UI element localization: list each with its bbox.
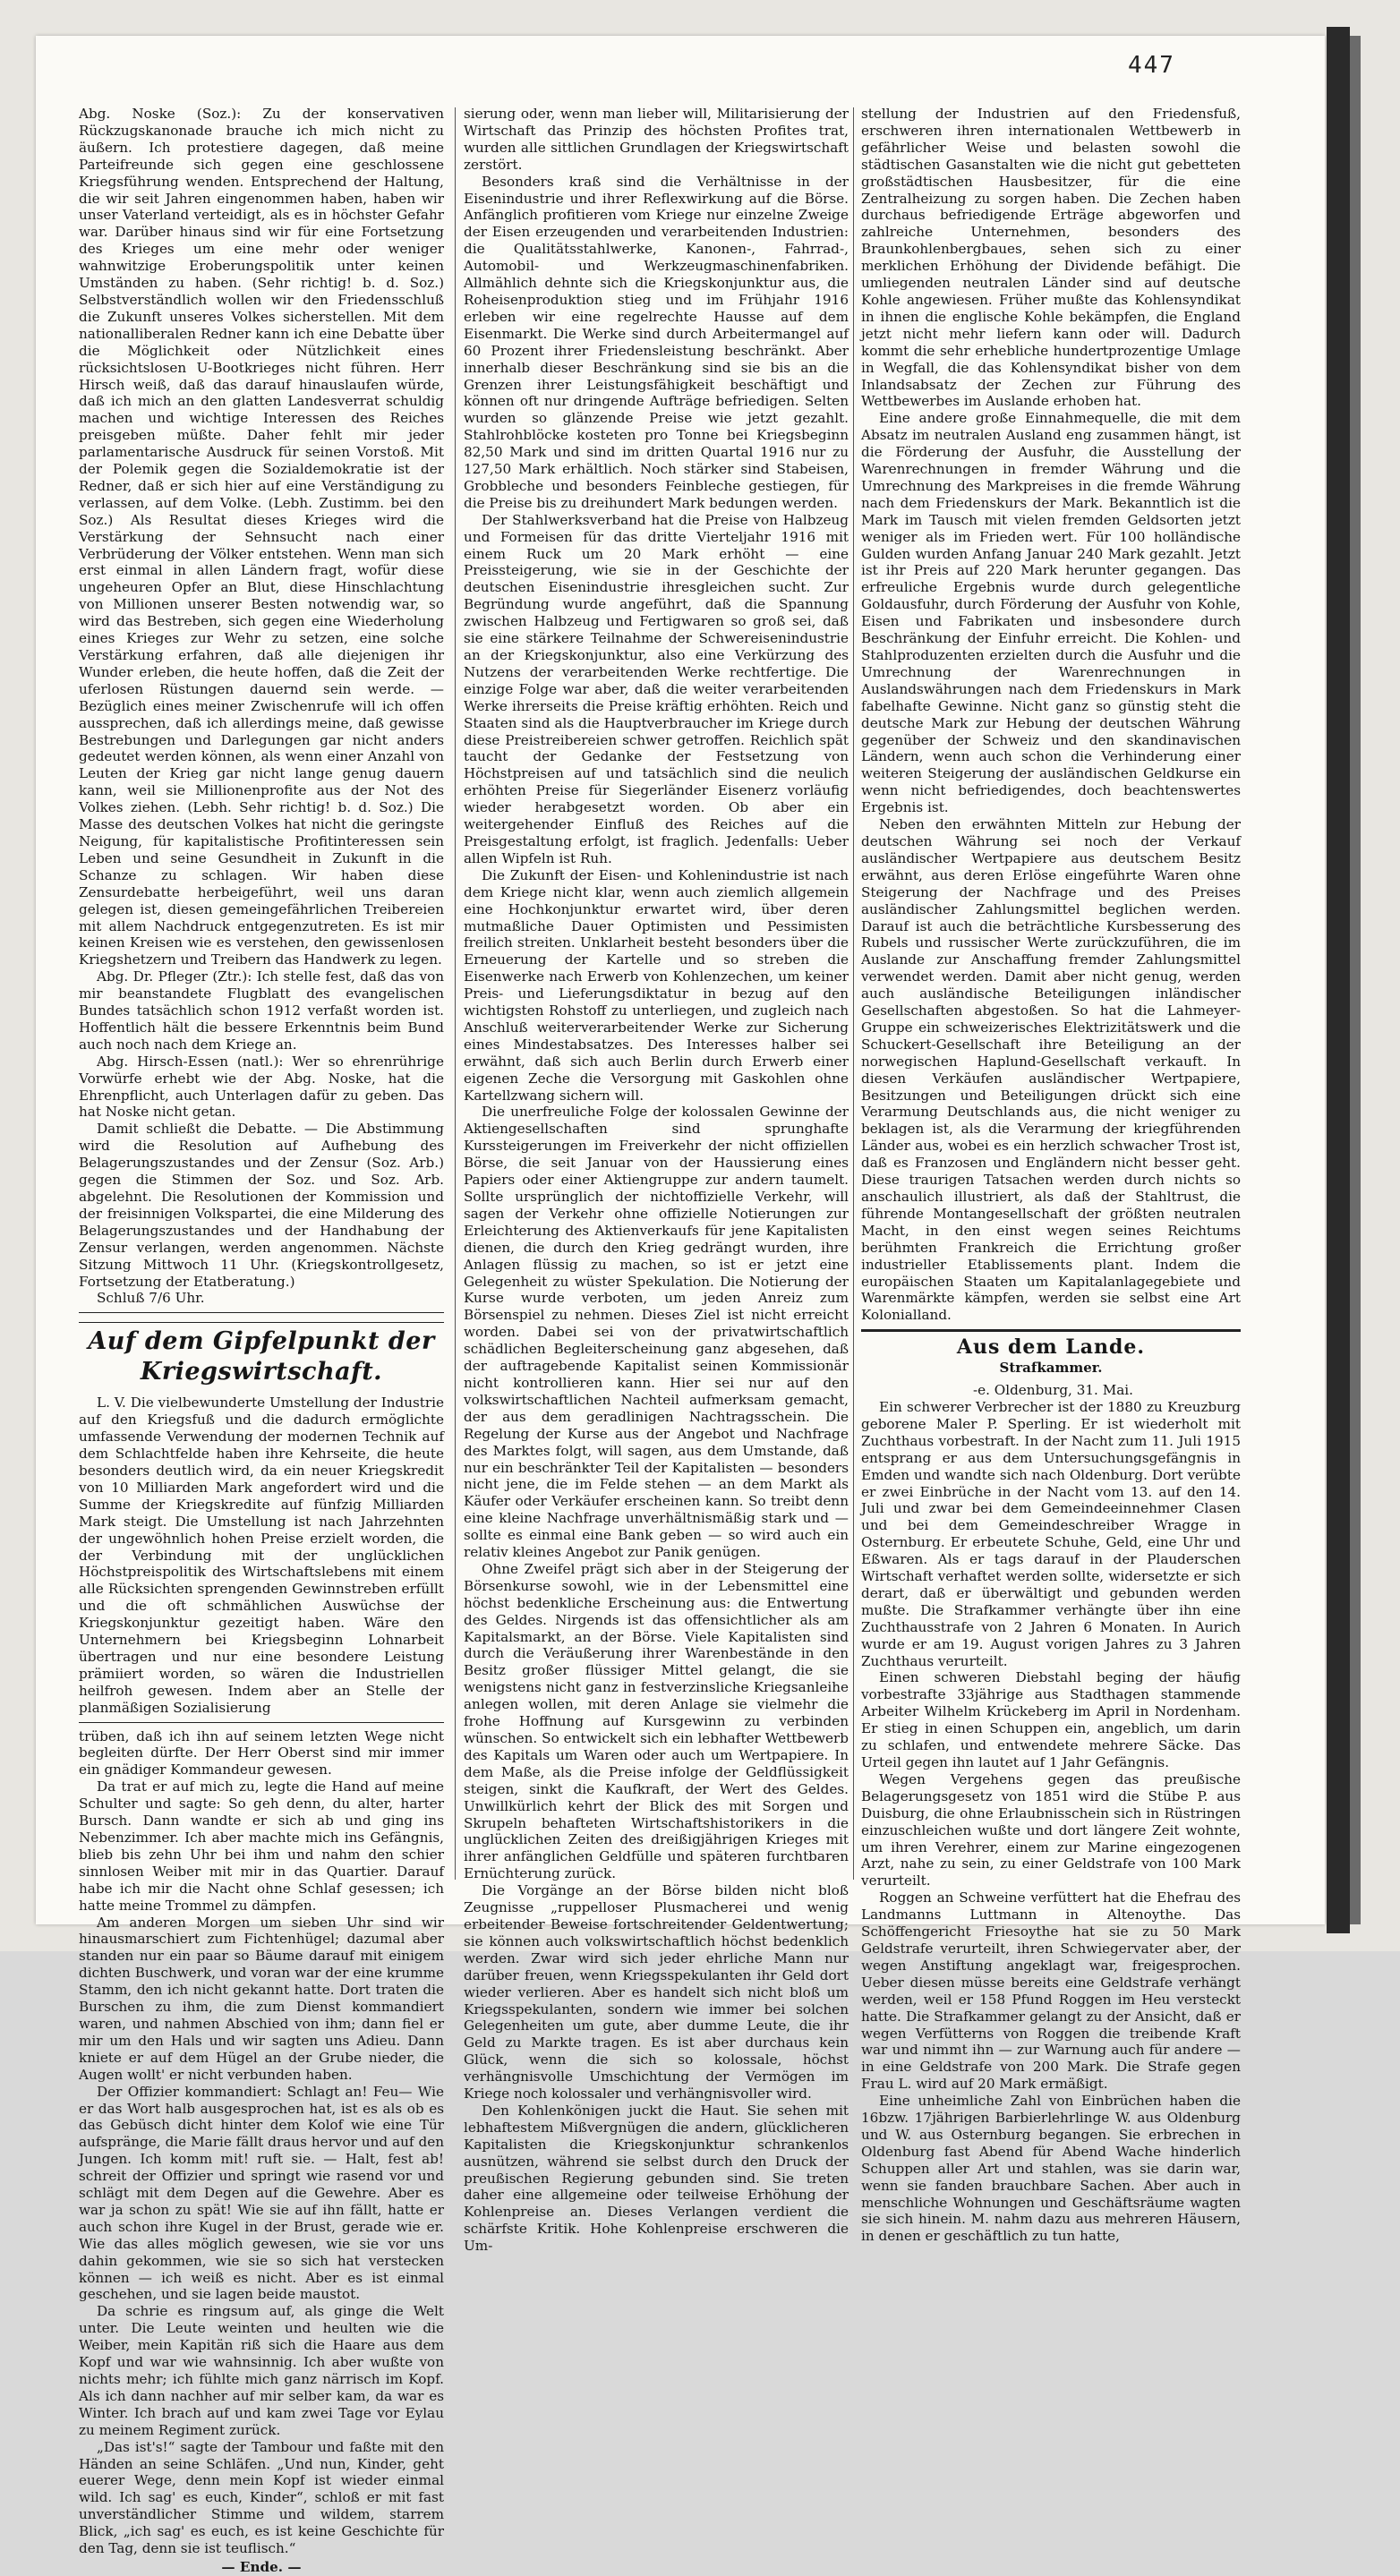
paragraph: Damit schließt die Debatte. — Die Abstimmung wird die Resolution auf Aufhebung des Belagerungszustandes und der Zensur (Soz. Arb.) gegen die Stimmen der Soz. und Soz. Arb. abgelehnt. Die Resolutionen der Kommission und der freisinnigen Volkspartei, die eine Milderung des Belagerungszustandes und der Handhabung der Zensur verlangen, werden angenommen. Nächste Sitzung Mittwoch 11 Uhr. (Kriegskontrollgesetz, Fortsetzung der Etatberatung.) [79,1121,444,1290]
paragraph: Ein schwerer Verbrecher ist der 1880 zu Kreuzburg geborene Maler P. Sperling. Er ist wiederholt mit Zuchthaus vorbestraft. In der Nacht zum 11. Juli 1915 entsprang er aus dem Untersuchungsgefängnis in Emden und wandte sich nach Oldenburg. Dort verübte er zwei Einbrüche in der Nacht vom 13. auf den 14. Juli und zwar bei dem Gemeindeeinnehmer Clasen und bei dem Gemeindeschreiber Wragge in Osternburg. Er erbeutete Schuhe, Geld, eine Uhr und Eßwaren. Als er tags darauf in der Plauderschen Wirtschaft verhaftet werden sollte, widersetzte er sich derart, daß er überwältigt und gebunden werden mußte. Die Strafkammer verhängte über ihn eine Zuchthausstrafe von 2 Jahren 6 Monaten. In Aurich wurde er am 19. August vorigen Jahres zu 3 Jahren Zuchthaus verurteilt. [861,1398,1241,1669]
paragraph: Besonders kraß sind die Verhältnisse in der Eisenindustrie und ihrer Reflexwirkung auf die Börse. Anfänglich profitieren vom Kriege nur einzelne Zweige der Eisen erzeugenden und verarbeitenden Industrien: die Qualitätsstahlwerke, Kanonen-, Fahrrad-, Automobil- und Werkzeugmaschinenfabriken. Allmählich dehnte sich die Kriegskonjunktur aus, die Roheisenproduktion stieg und im Frühjahr 1916 erleben wir eine regelrechte Hausse auf dem Eisenmarkt. Die Werke sind durch Arbeitermangel auf 60 Prozent ihrer Friedensleistung beschränkt. Aber innerhalb dieser Beschränkung sind sie bis an die Grenzen ihrer Leistungsfähigkeit beschäftigt und können oft nur dringende Aufträge befriedigen. Selten wurden so glänzende Preise wie jetzt gezahlt. Stahlrohblöcke kosteten pro Tonne bei Kriegsbeginn 82,50 Mark und sind im dritten Quartal 1916 nur zu 127,50 Mark erhältlich. Noch stärker sind Stabeisen, Grobbleche und besonders Feinbleche gestiegen, für die Preise bis zu dreihundert Mark bedungen werden. [464,173,849,511]
rule [861,1329,1241,1332]
paragraph: Den Kohlenkönigen juckt die Haut. Sie sehen mit lebhaftestem Mißvergnügen die andern, glücklicheren Kapitalisten die Kriegskonjunktur schrankenlos ausnützen, während sie selbst durch den Druck der preußischen Regierung gebunden sind. Sie treten daher eine allgemeine oder teilweise Erhöhung der Kohlenpreise an. Dieses Verlangen verdient die schärfste Kritik. Hohe Kohlenpreise erschweren die Um- [464,2102,849,2255]
paragraph: Der Offizier kommandiert: Schlagt an! Feu— Wie er das Wort halb ausgesprochen hat, ist es als ob es das Gebüsch dicht hinter dem Kolof wie eine Tür aufspränge, die Marie fällt draus hervor und auf den Jungen. Ich komm mit! ruft sie. — Halt, fest ab! schreit der Offizier und springt wie rasend vor und schlägt mit dem Degen auf die Gewehre. Aber es war ja schon zu spät! Wie sie auf ihn fällt, hatte er auch schon ihre Kugel in der Brust, gerade wie er. Wie das alles möglich gewesen, wie sie vor uns dahin gekommen, wie sie so sich hat verstecken können — ich weiß es nicht. Aber es ist einmal geschehen, und sie lagen beide maustot. [79,2083,444,2303]
binding-spine [1327,27,1350,1933]
paragraph: trüben, daß ich ihn auf seinem letzten Wege nicht begleiten dürfte. Der Herr Oberst sind mir immer ein gnädiger Kommandeur gewesen. [79,1727,444,1778]
paragraph: L. V. Die vielbewunderte Umstellung der Industrie auf den Kriegsfuß und die dadurch ermöglichte umfassende Verwendung der modernen Technik auf dem Schlachtfelde haben ihre Kehrseite, die heute besonders deutlich wird, da ein neuer Kriegskredit von 10 Milliarden Mark angefordert wird und die Summe der Kriegskredite auf fünfzig Milliarden Mark steigt. Die Umstellung ist nach Jahrzehnten der ungewöhnlich hohen Preise erzielt worden, die der Verbindung mit der unglücklichen Höchstpreispolitik des Wirtschaftslebens mit einem alle Rücksichten sprengenden Gewinnstreben erfüllt und die oft schmählichen Auswüchse der Kriegskonjunktur gezeitigt haben. Wäre den Unternehmern bei Kriegsbeginn Lohnarbeit übertragen und nur eine besondere Leistung prämiiert worden, so wären die Industriellen heilfroh gewesen. Indem aber an Stelle der planmäßigen Sozialisierung [79,1395,444,1716]
binding-edge [1350,36,1361,1924]
paragraph: Abg. Noske (Soz.): Zu der konservativen Rückzugskanonade brauche ich mich nicht zu äußern. Ich protestiere dagegen, daß meine Parteifreunde sich gegen eine geschlossene Kriegsführung wenden. Entsprechend der Haltung, die wir seit Jahren eingenommen haben, haben wir unser Vaterland verteidigt, als es in höchster Gefahr war. Darüber hinaus sind wir für eine Fortsetzung des Krieges um eine mehr oder weniger wahnwitzige Eroberungspolitik unter keinen Umständen zu haben. (Sehr richtig! b. d. Soz.) Selbstverständlich wollen wir den Friedensschluß die Zukunft unseres Volkes sicherstellen. Mit dem nationalliberalen Redner kann ich eine Debatte über die Möglichkeit oder Nützlichkeit eines rücksichtslosen U-Bootkrieges nicht führen. Herr Hirsch weiß, daß das darauf hinauslaufen würde, daß ich mich an den glatten Landesverrat schuldig machen und wichtige Interessen des Reiches preisgeben müßte. Daher fehlt mir jeder parlamentarische Ausdruck für seinen Vorstoß. Mit der Polemik gegen die Sozialdemokratie ist der Redner, daß er sich hier auf eine Verständigung zu verlassen, auf dem Volke. (Lebh. Zustimm. bei den Soz.) Als Resultat dieses Krieges wird die Verstärkung der Sehnsucht nach einer Verbrüderung der Völker entstehen. Wenn man sich erst einmal in allen Ländern fragt, wofür diese ungeheuren Opfer an Blut, diese Hinschlachtung von Millionen unserer Besten notwendig war, so wird das Bestreben, sich gegen eine Wiederholung eines Krieges zur Wehr zu setzen, eine solche Verstärkung erfahren, daß alle diejenigen ihr Wunder erleben, die heute hoffen, daß die Zeit der uferlosen Rüstungen dauernd sein werde. — Bezüglich eines meiner Zwischenrufe will ich offen aussprechen, daß ich allerdings meine, daß gewisse Bestrebungen und Darlegungen gar nicht anders gedeutet werden können, als wenn einer Anzahl von Leuten der Krieg gar nicht lange genug dauern kann, weil sie Millionenprofite aus der Not des Volkes ziehen. (Lebh. Sehr richtig! b. d. Soz.) Die Masse des deutschen Volkes hat nicht die geringste Neigung, für kapitalistische Profitinteressen sein Leben und seine Gesundheit in Zukunft in die Schanze zu schlagen. Wir haben diese Zensurdebatte herbeigeführt, weil uns daran gelegen ist, diesen gemeingefährlichen Treibereien mit allem Nachdruck entgegenzutreten. Es ist mir keinen Kreisen wie es verstehen, den gewissenlosen Kriegshetzern und Treibern das Handwerk zu legen. [79,106,444,968]
column-middle [464,106,849,2255]
paragraph: stellung der Industrien auf den Friedensfuß, erschweren ihren internationalen Wettbewerb in gefährlicher Weise und belasten sowohl die städtischen Gasanstalten wie die nicht gut gebetteten großstädtischen Hausbesitzer, für die eine Zentralheizung zu sorgen haben. Die Zechen haben durchaus befriedigende Erträge abgeworfen und zahlreiche Unternehmen, besonders des Braunkohlenbergbaues, sehen sich zu einer merklichen Erhöhung der Dividende befähigt. Die umliegenden neutralen Länder sind auf deutsche Kohle angewiesen. Früher mußte das Kohlensyndikat in ihnen die englische Kohle bekämpfen, die England jetzt nicht mehr liefern kann oder will. Dadurch kommt die sehr erhebliche hundertprozentige Umlage in Wegfall, die das Kohlensyndikat bisher von dem Inlandsabsatz der Zechen zur Führung des Wettbewerbes im Auslande erhoben hat. [861,106,1241,410]
column-right [861,106,1241,2245]
paragraph: Eine andere große Einnahmequelle, die mit dem Absatz im neutralen Ausland eng zusammen hängt, ist die Förderung der Ausfuhr, die Ausstellung der Warenrechnungen in fremder Währung und die Umrechnung des Markpreises in die fremde Währung nach dem Friedenskurs der Mark. Bekanntlich ist die Mark im Tausch mit vielen fremden Geldsorten jetzt weniger als im Frieden wert. Für 100 holländische Gulden wurden Anfang Januar 240 Mark gezahlt. Jetzt ist ihr Preis auf 220 Mark herunter gegangen. Das erfreuliche Ergebnis wurde durch gelegentliche Goldausfuhr, durch Förderung der Ausfuhr von Kohle, Eisen und Fabrikaten und insbesondere durch Beschränkung der Einfuhr erreicht. Die Kohlen- und Stahlproduzenten erzielten durch die Ausfuhr und die Umrechnung der Warenrechnungen in Auslandswährungen nach dem Friedenskurs in Mark fabelhafte Gewinne. Nicht ganz so günstig steht die deutsche Mark zur Hebung der deutschen Währung gegenüber der Schweiz und den skandinavischen Ländern, wenn auch schon die Verhinderung einer weiteren Steigerung der ausländischen Geldkurse ein wenn nicht befriedigendes, doch beachtenswertes Ergebnis ist. [861,410,1241,816]
paragraph: sierung oder, wenn man lieber will, Militarisierung der Wirtschaft das Prinzip des höchsten Profites trat, wurden alle sittlichen Grundlagen der Kriegswirtschaft zerstört. [464,106,849,173]
paragraph: Der Stahlwerksverband hat die Preise von Halbzeug und Formeisen für das dritte Vierteljahr 1916 mit einem Ruck um 20 Mark erhöht — eine Preissteigerung, wie sie in der Geschichte der deutschen Eisenindustrie ihresgleichen sucht. Zur Begründung wurde angeführt, daß die Spannung zwischen Halbzeug und Fertigwaren so groß sei, daß sie eine stärkere Teilnahme der Schwereisenindustrie an der Kriegskonjunktur, also eine Verkürzung des Nutzens der verarbeitenden Werke rechtfertige. Die einzige Folge war aber, daß die weiter verarbeitenden Werke ihrerseits die Preise kräftig erhöhten. Reich und Staaten sind als die Hauptverbraucher im Kriege durch diese Preistreibereien schwer getroffen. Reichlich spät taucht der Gedanke der Festsetzung von Höchstpreisen auf und tatsächlich sind die neulich erhöhten Preise für Siegerländer Eisenerz vorläufig wieder herabgesetzt worden. Ob aber ein weitergehender Einfluß des Reiches auf die Preisgestaltung erfolgt, ist fraglich. Jedenfalls: Ueber allen Wipfeln ist Ruh. [464,511,849,866]
paragraph: „Das ist's!“ sagte der Tambour und faßte mit den Händen an seine Schläfen. „Und nun, Kinder, geht euerer Wege, denn mein Kopf ist wieder einmal wild. Ich sag' es euch, Kinder“, schloß er mit fast unverständlicher Stimme und wildem, starrem Blick, „ich sag' es euch, es ist keine Geschichte für den Tag, denn sie ist teuflisch.“ [79,2438,444,2557]
section-subtitle: Strafkammer. [999,1360,1103,1377]
page-number: 447 [1128,52,1175,79]
rule [79,1722,444,1723]
column-left [79,106,444,2575]
paragraph: Die Zukunft der Eisen- und Kohlenindustrie ist nach dem Kriege nicht klar, wenn auch ziemlich allgemein eine Hochkonjunktur erwartet wird, über deren mutmaßliche Dauer Optimisten und Pessimisten freilich streiten. Unklarheit besteht besonders über die Erneuerung der Kartelle und so streben die Eisenwerke nach Erwerb von Kohlenzechen, um keiner Preis- und Lieferungsdiktatur in bezug auf den wichtigsten Rohstoff zu unterliegen, und zugleich nach Anschluß weiterverarbeitender Werke zur Sicherung eines Mindestabsatzes. Des Interesses halber sei erwähnt, daß sich auch Berlin durch Erwerb einer eigenen Zeche die Versorgung mit Gaskohlen ohne Kartellzwang sichern will. [464,866,849,1104]
paragraph: Ohne Zweifel prägt sich aber in der Steigerung der Börsenkurse sowohl, wie in der Lebensmittel eine höchst bedenkliche Erscheinung aus: die Entwertung des Geldes. Nirgends ist das offensichtlicher als am Kapitalsmarkt, an der Börse. Viele Kapitalisten sind durch die Veräußerung ihrer Warenbestände in den Besitz großer flüssiger Mittel gelangt, die sie wenigstens nicht ganz in festverzinsliche Kriegsanleihe anlegen wollen, mit deren Anlage sie vielmehr die frohe Hoffnung auf Kursgewinn zu verbinden wünschen. So entwickelt sich ein lebhafter Wettbewerb des Kapitals um Waren oder auch um Wertpapiere. In dem Maße, als die Preise infolge der Geldflüssigkeit steigen, sinkt die Kaufkraft, der Wert des Geldes. Unwillkürlich kehrt der Blick des mit Sorgen und Skrupeln behafteten Wirtschaftshistorikers in die unglücklichen Zeiten des dreißigjährigen Krieges mit ihrer anfänglichen Geldfülle und späteren furchtbaren Ernüchterung zurück. [464,1560,849,1882]
story-end-marker: — Ende. — [221,2558,302,2575]
article-headline: Auf dem Gipfelpunkt der Kriegswirtschaft. [79,1322,444,1387]
paragraph: Die unerfreuliche Folge der kolossalen Gewinne der Aktiengesellschaften sind sprunghafte Kurssteigerungen im Freiverkehr der nicht offiziellen Börse, die seit Januar von der Haussierung eines Papiers oder einer Aktiengruppe zur andern taumelt. Sollte ursprünglich der nichtoffizielle Verkehr, will sagen der Verkehr ohne offizielle Notierungen zur Erleichterung des Aktienverkaufs für jene Kapitalisten dienen, die durch den Krieg gedrängt wurden, ihre Anlagen flüssig zu machen, so ist er jetzt eine Gelegenheit zu wüster Spekulation. Die Notierung der Kurse wurde verboten, um jeden Anreiz zum Börsenspiel zu nehmen. Dieses Ziel ist nicht erreicht worden. Dabei sei von der privatwirtschaftlich schädlichen Begleiterscheinung ganz abgesehen, daß der auftragebende Kapitalist seinen Kommissionär nicht kontrollieren kann. Hier sei nur auf den volkswirtschaftlichen Nachteil aufmerksam gemacht, der aus dem geradlinigen Nachtragsschein. Die Regelung der Kurse aus der Angebot und Nachfrage des Marktes folgt, will sagen, aus dem Umstande, daß nur ein beschränkter Teil der Kapitalisten — besonders nicht jene, die im Felde stehen — an dem Markt als Käufer oder Verkäufer erscheinen kann. So treibt denn eine kleine Nachfrage unverhältnismäßig stark und — sollte es einmal eine Bank geben — so wird auch ein relativ kleines Angebot zur Panik genügen. [464,1104,849,1561]
section-title: Aus dem Lande. [956,1335,1146,1360]
paragraph: Eine unheimliche Zahl von Einbrüchen haben die 16bzw. 17jährigen Barbierlehrlinge W. aus Oldenburg und W. aus Osternburg begangen. Sie erbrechen in Oldenburg fast Abend für Abend Wache hinderlich Schuppen aller Art und stahlen, was sie darin war, wenn sie fanden brauchbare Sachen. Aber auch in menschliche Wohnungen und Geschäftsräume wagten sie sich hinein. M. nahm dazu aus mehreren Häusern, in denen er geschäftlich zu tun hatte, [861,2093,1241,2245]
paragraph: Einen schweren Diebstahl beging der häufig vorbestrafte 33jährige aus Stadthagen stammende Arbeiter Wilhelm Krückeberg im April in Nordenham. Er stieg in einen Schuppen ein, angeblich, um darin zu schlafen, und entwendete mehrere Säcke. Das Urteil gegen ihn lautet auf 1 Jahr Gefängnis. [861,1669,1241,1770]
paragraph: Da trat er auf mich zu, legte die Hand auf meine Schulter und sagte: So geh denn, du alter, harter Bursch. Dann wandte er sich ab und ging ins Nebenzimmer. Ich aber machte mich ins Gefängnis, blieb bis zehn Uhr bei ihm und nahm den schier sinnlosen Weiber mit mir in das Quartier. Darauf habe ich mir die Nacht ohne Schlaf gesessen; ich hatte meine Trommel zu dämpfen. [79,1778,444,1914]
column-divider [455,107,456,1880]
paragraph: Schluß 7/6 Uhr. [97,1290,205,1307]
paragraph: Wegen Vergehens gegen das preußische Belagerungsgesetz von 1851 wird die Stübe P. aus Duisburg, die ohne Erlaubnisschein sich in Rüstringen einzuschleichen wußte und dort längere Zeit wohnte, um ihren Verehrer, einem zur Marine eingezogenen Arzt, nahe zu sein, zu einer Geldstrafe von 100 Mark verurteilt. [861,1770,1241,1889]
paragraph: Abg. Dr. Pfleger (Ztr.): Ich stelle fest, daß das von mir beanstandete Flugblatt des evangelischen Bundes tatsächlich schon 1912 verfaßt worden ist. Hoffentlich hält die bessere Erkenntnis beim Bund auch noch nach dem Kriege an. [79,968,444,1053]
rule [79,1312,444,1313]
paragraph: Da schrie es ringsum auf, als ginge die Welt unter. Die Leute weinten und heulten wie die Weiber, mein Kapitän riß sich die Haare aus dem Kopf und war wie wahnsinnig. Ich aber wußte von nichts mehr; ich fühlte mich ganz närrisch im Kopf. Als ich dann nachher auf mir selber kam, da war es Winter. Ich brach auf und kam zwei Tage vor Eylau zu meinem Regiment zurück. [79,2303,444,2438]
dateline: -e. Oldenburg, 31. Mai. [973,1382,1133,1399]
paragraph: Roggen an Schweine verfüttert hat die Ehefrau des Landmanns Luttmann in Altenoythe. Das Schöffengericht Friesoythe hat sie zu 50 Mark Geldstrafe verurteilt, ihren Schwiegervater aber, der wegen Anstiftung angeklagt war, freigesprochen. Ueber diesen müsse bereits eine Geldstrafe verhängt werden, weil er 158 Pfund Roggen im Heu versteckt hatte. Die Strafkammer gelangt zu der Ansicht, daß er wegen Verfütterns von Roggen die treibende Kraft war und nimmt ihn — zur Warnung auch für andere — in eine Geldstrafe von 200 Mark. Die Strafe gegen Frau L. wird auf 20 Mark ermäßigt. [861,1889,1241,2093]
paragraph: Abg. Hirsch-Essen (natl.): Wer so ehrenrührige Vorwürfe erhebt wie der Abg. Noske, hat die Ehrenpflicht, auch Unterlagen dafür zu geben. Das hat Noske nicht getan. [79,1053,444,1121]
paragraph: Neben den erwähnten Mitteln zur Hebung der deutschen Währung sei noch der Verkauf ausländischer Wertpapiere aus deutschem Besitz erwähnt, aus deren Erlöse eingeführte Waren ohne Steigerung der Nachfrage und des Preises ausländischer Zahlungsmittel beglichen werden. Darauf ist auch die beträchtliche Kursbesserung des Rubels und russischer Werte zurückzuführen, die im Auslande zur Anschaffung fremder Zahlungsmittel verwendet werden. Damit aber nicht genug, werden auch ausländische Beteiligungen inländischer Gesellschaften abgestoßen. So hat die Lahmeyer-Gruppe ein schweizerisches Elektrizitätswerk und die Schuckert-Gesellschaft ihre Beteiligung an der norwegischen Haplund-Gesellschaft verkauft. In diesen Verkäufen ausländischer Wertpapiere, Besitzungen und Beteiligungen drückt sich eine Verarmung Deutschlands aus, die nicht weniger zu beklagen ist, als die Verarmung der kriegführenden Länder aus, wobei es ein herzlich schwacher Trost ist, daß es Franzosen und Engländern nicht besser geht. Diese traurigen Tatsachen werden durch nichts so anschaulich illustriert, als daß der Stahltrust, die führende Montangesellschaft der größten neutralen Macht, in den einst wegen seines Reichtums berühmten Frankreich die Errichtung großer industrieller Etablissements plant. Indem die europäischen Staaten um Kapitalanlagegebiete und Warenmärkte kämpfen, werden sie selbst eine Art Kolonialland. [861,816,1241,1324]
paragraph: Die Vorgänge an der Börse bilden nicht bloß Zeugnisse „ruppelloser Plusmacherei und wenig erbeitender Beweise fortschreitender Geldentwertung; sie können auch volkswirtschaftlich höchst bedenklich werden. Zwar wird sich jeder ehrliche Mann nur darüber freuen, wenn Kriegsspekulanten ihr Geld dort wieder verlieren. Aber es handelt sich nicht bloß um Kriegsspekulanten, sondern wie immer bei solchen Gelegenheiten um gute, aber dumme Leute, die ihr Geld zu Markte tragen. Es ist aber durchaus kein Glück, wenn die sich so kolossale, höchst verhängnisvolle Umschichtung der Vermögen im Kriege noch kolossaler und verhängnisvoller wird. [464,1882,849,2103]
column-divider [853,107,854,1880]
paragraph: Am anderen Morgen um sieben Uhr sind wir hinausmarschiert zum Fichtenhügel; dazumal aber standen nur ein paar so Bäume darauf mit einigem dichten Buschwerk, und voran war der eine krumme Stamm, den ich nicht gekannt hatte. Dort traten die Burschen zu ihm, die zum Dienst kommandiert waren, und nahmen Abschied von ihm; dann fiel er mir um den Hals und wir sagten uns Adieu. Dann kniete er auf dem Hügel an der Grube nieder, die Augen wollt' er nicht verbunden haben. [79,1914,444,2083]
